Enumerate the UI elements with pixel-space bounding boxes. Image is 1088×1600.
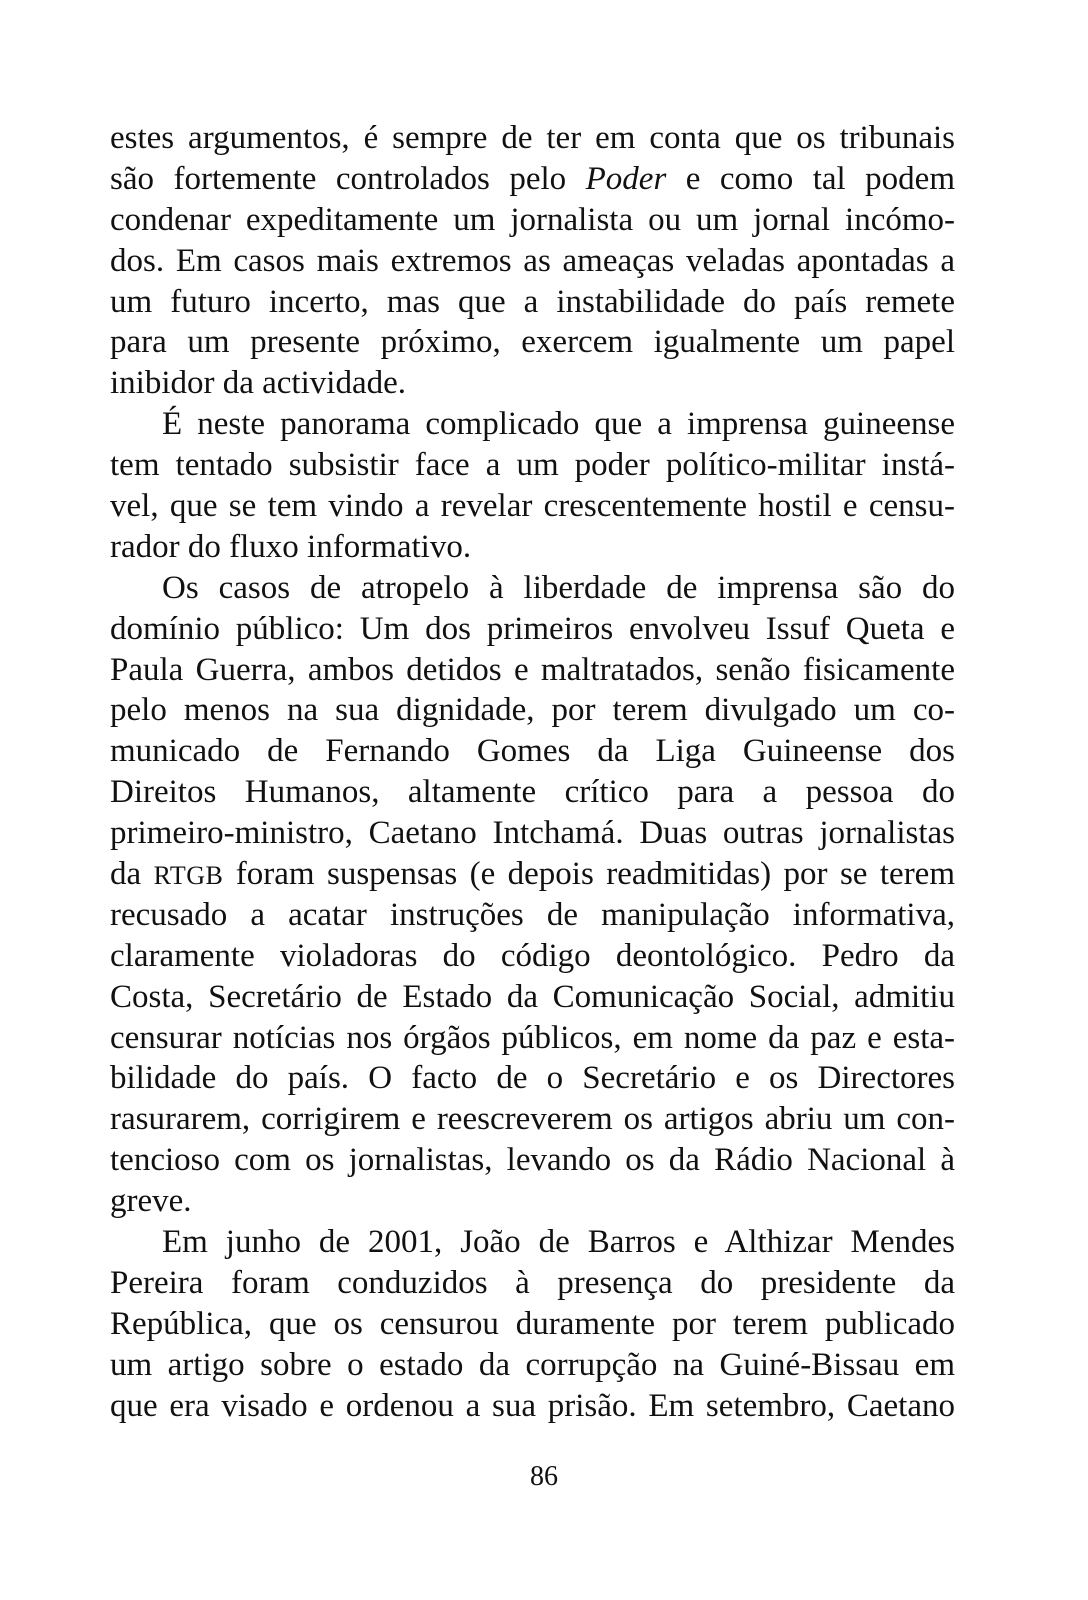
text-line: rasurarem, corrigirem e reescreverem os artigos abriu um con-	[110, 1101, 955, 1138]
text-line: municado de Fernando Gomes da Liga Guineense dos	[110, 733, 955, 770]
text-line: rador do fluxo informativo.	[110, 528, 472, 565]
text-line: censurar notícias nos órgãos públicos, em nome da paz e esta-	[110, 1019, 955, 1056]
text-line: vel, que se tem vindo a revelar crescentemente hostil e censu-	[110, 488, 955, 525]
text-line: pelo menos na sua dignidade, por terem divulgado um co-	[110, 692, 955, 729]
text-line: tencioso com os jornalistas, levando os da Rádio Nacional à	[110, 1142, 955, 1179]
text-line: estes argumentos, é sempre de ter em conta que os tribunais	[110, 120, 955, 156]
body-text	[110, 118, 955, 1427]
text-line: um artigo sobre o estado da corrupção na Guiné-Bissau em	[110, 1346, 955, 1383]
text-line: Direitos Humanos, altamente crítico para a pessoa do	[110, 774, 955, 811]
italic-term: Poder	[585, 160, 667, 197]
page-number: 86	[530, 1461, 558, 1492]
text-line: que era visado e ordenou a sua prisão. Em setembro, Caetano	[110, 1387, 955, 1424]
paragraph-start-line: Os casos de atropelo à liberdade de imprensa são do	[162, 569, 955, 606]
text-line: bilidade do país. O facto de o Secretário e os Directores	[110, 1060, 955, 1097]
text-line: dos. Em casos mais extremos as ameaças veladas apontadas a	[110, 242, 955, 279]
paragraph-start-line: Em junho de 2001, João de Barros e Althizar Mendes	[162, 1224, 955, 1261]
text-line: claramente violadoras do código deontológico. Pedro da	[110, 937, 955, 974]
text-line: Pereira foram conduzidos à presença do presidente da	[110, 1264, 955, 1301]
text-line: tem tentado subsistir face a um poder político-militar instá-	[110, 447, 955, 484]
text-line	[110, 159, 955, 200]
text-line	[110, 854, 955, 895]
abbreviation: RTGB	[153, 861, 224, 891]
text-line: inibidor da actividade.	[110, 365, 406, 402]
text-line: condenar expeditamente um jornalista ou um jornal incómo-	[110, 201, 955, 238]
paragraph-start-line: É neste panorama complicado que a imprensa guineense	[162, 406, 955, 443]
text-segment: são fortemente controlados pelo	[110, 160, 567, 197]
text-segment: e como tal podem	[685, 160, 955, 197]
text-line: República, que os censurou duramente por terem publicado	[110, 1305, 955, 1342]
text-line: primeiro-ministro, Caetano Intchamá. Duas outras jornalistas	[110, 815, 955, 852]
text-line: Costa, Secretário de Estado da Comunicação Social, admitiu	[110, 978, 955, 1015]
text-line: greve.	[110, 1183, 192, 1220]
text-line: um futuro incerto, mas que a instabilidade do país remete	[110, 283, 955, 320]
text-segment: foram suspensas (e depois readmitidas) por se terem	[235, 856, 955, 893]
text-line: para um presente próximo, exercem igualmente um papel	[110, 324, 955, 361]
text-line: recusado a acatar instruções de manipulação informativa,	[110, 896, 955, 933]
text-line: Paula Guerra, ambos detidos e maltratados, senão fisicamente	[110, 651, 955, 688]
text-line: domínio público: Um dos primeiros envolveu Issuf Queta e	[110, 610, 955, 647]
text-segment: da	[110, 856, 142, 893]
